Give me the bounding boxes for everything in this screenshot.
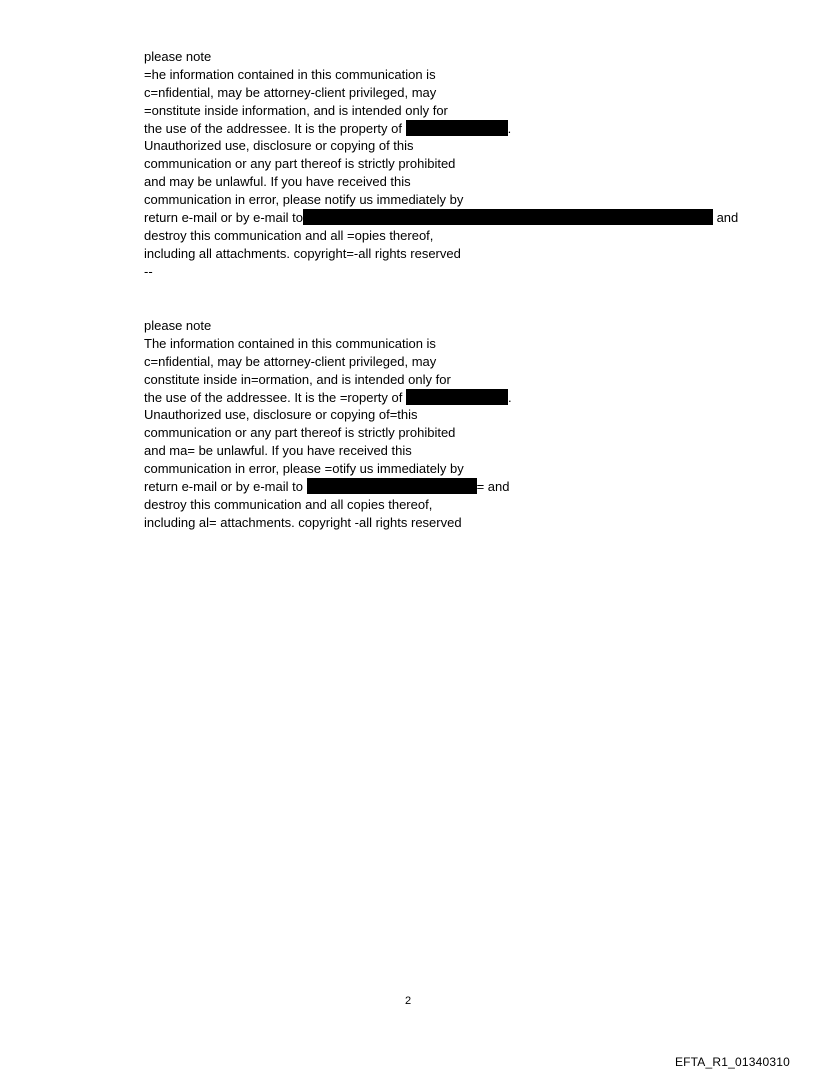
disclaimer-line: please note	[144, 318, 212, 333]
separator-line: --	[144, 263, 153, 279]
disclaimer-line	[144, 120, 784, 138]
disclaimer-text: = and	[476, 479, 510, 495]
disclaimer-line: including all attachments. copyright=-all rights reserved	[144, 245, 461, 261]
disclaimer-line: please note	[144, 49, 212, 64]
disclaimer-text: .	[507, 120, 512, 136]
disclaimer-line: communication in error, please notify us immediately by	[144, 192, 464, 208]
redaction-box	[307, 478, 477, 494]
disclaimer-line: Unauthorized use, disclosure or copying of=this	[144, 407, 418, 423]
disclaimer-line: communication or any part thereof is strictly prohibited	[144, 425, 456, 441]
disclaimer-line	[144, 209, 784, 227]
redaction-box	[406, 389, 508, 405]
disclaimer-line: destroy this communication and all =opies thereof,	[144, 227, 434, 243]
disclaimer-text: and	[712, 210, 739, 226]
disclaimer-text: the use of the addressee. It is the =roperty of	[144, 389, 403, 405]
disclaimer-block-1	[144, 48, 784, 281]
disclaimer-text: .	[507, 389, 512, 405]
disclaimer-line	[144, 478, 784, 496]
disclaimer-text: the use of the addressee. It is the property of	[144, 120, 402, 136]
disclaimer-text: return e-mail or by e-mail to	[144, 210, 303, 226]
disclaimer-line: =he information contained in this communication is	[144, 66, 436, 82]
redaction-box	[406, 120, 508, 136]
disclaimer-line: c=nfidential, may be attorney-client privileged, may	[144, 84, 437, 100]
disclaimer-line: and ma= be unlawful. If you have received this	[144, 443, 412, 459]
disclaimer-line: destroy this communication and all copies thereof,	[144, 496, 433, 512]
bates-number: EFTA_R1_01340310	[674, 1055, 790, 1069]
page-number: 2	[404, 995, 412, 1007]
disclaimer-line: c=nfidential, may be attorney-client privileged, may	[144, 353, 437, 369]
disclaimer-text: return e-mail or by e-mail to	[144, 479, 303, 495]
redaction-box	[303, 209, 713, 225]
disclaimer-line: and may be unlawful. If you have received this	[144, 174, 411, 190]
disclaimer-line: including al= attachments. copyright -all rights reserved	[144, 514, 462, 530]
disclaimer-line: communication in error, please =otify us immediately by	[144, 461, 464, 477]
disclaimer-block-2	[144, 317, 784, 532]
disclaimer-line: =onstitute inside information, and is intended only for	[144, 102, 448, 118]
disclaimer-line: communication or any part thereof is strictly prohibited	[144, 156, 456, 172]
disclaimer-line	[144, 389, 784, 407]
disclaimer-line: Unauthorized use, disclosure or copying of this	[144, 138, 414, 154]
disclaimer-line: constitute inside in=ormation, and is intended only for	[144, 371, 451, 387]
disclaimer-line: The information contained in this communication is	[144, 335, 436, 351]
